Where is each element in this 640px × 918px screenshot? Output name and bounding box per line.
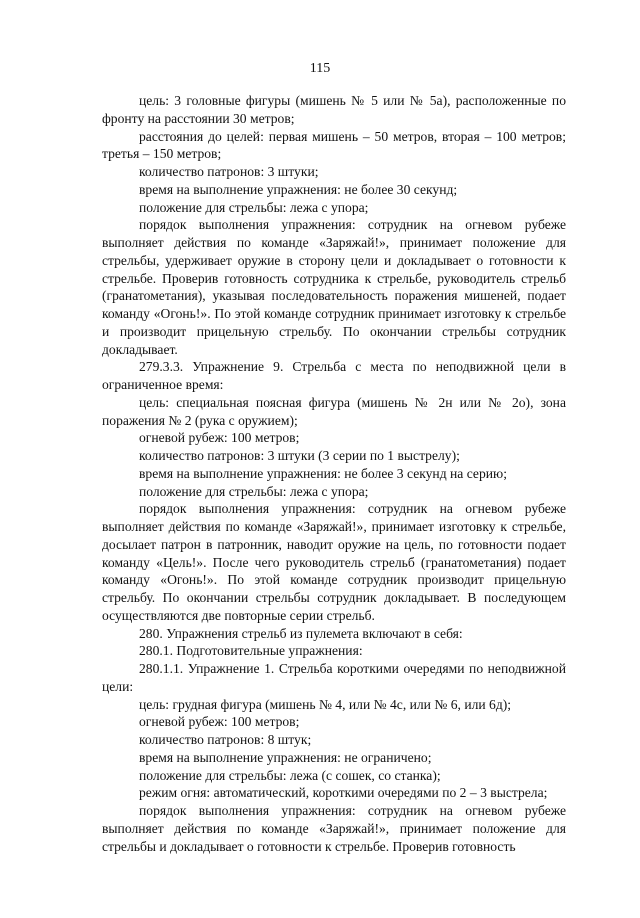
paragraph: положение для стрельбы: лежа с упора; [139,199,369,215]
paragraph: количество патронов: 3 штуки; [139,164,319,179]
section-heading: 280.1.1. Упражнение 1. Стрельба короткими очередями по неподвижной цели: [102,661,566,694]
paragraph: количество патронов: 3 штуки (3 серии по 1 выстрелу); [139,448,460,463]
page-number: 115 [309,61,331,76]
paragraph: время на выполнение упражнения: не более 30 секунд; [139,181,458,197]
paragraph: огневой рубеж: 100 метров; [139,430,300,446]
paragraph: цель: грудная фигура (мишень № 4, или № 4с, или № 6, или 6д); [139,696,512,712]
paragraph: огневой рубеж: 100 метров; [139,714,300,730]
paragraph: порядок выполнения упражнения: сотрудник на огневом рубеже выполняет действия по команде «Заряжай!», принимает положение для стрельбы и докладывает о готовности к стрельбе. Проверив готовность [102,803,566,854]
paragraph: количество патронов: 8 штук; [139,732,312,747]
paragraph: режим огня: автоматический, короткими очередями по 2 – 3 выстрела; [139,785,548,801]
paragraph: расстояния до целей: первая мишень – 50 метров, вторая – 100 метров; третья – 150 метров; [102,128,566,162]
section-heading: 279.3.3. Упражнение 9. Стрельба с места по неподвижной цели в ограниченное время: [102,359,566,392]
section-heading: 280. Упражнения стрельб из пулемета включают в себя: [139,625,463,641]
paragraph: цель: специальная поясная фигура (мишень № 2н или № 2о), зона поражения № 2 (рука с оружием); [102,394,566,428]
paragraph: порядок выполнения упражнения: сотрудник на огневом рубеже выполняет действия по команде «Заряжай!», принимает положение для стрельбы, удерживает оружие в сторону цели и докладывает о готовности к стрельбе. Проверив готовность сотрудника к стрельбе, руководитель стрельб (гранатометания), указывая последовательность поражения мишеней, подает команду «Огонь!». По этой команде сотрудник принимает изготовку к стрельбе и производит прицельную стрельбу. По окончании стрельбы сотрудник докладывает. [102,217,566,357]
section-heading: 280.1. Подготовительные упражнения: [139,643,363,659]
paragraph: время на выполнение упражнения: не ограничено; [139,749,432,765]
paragraph: положение для стрельбы: лежа (с сошек, со станка); [139,767,441,783]
paragraph: цель: 3 головные фигуры (мишень № 5 или № 5а), расположенные по фронту на расстоянии 30 метров; [102,93,566,126]
paragraph: положение для стрельбы: лежа с упора; [139,483,369,499]
paragraph: порядок выполнения упражнения: сотрудник на огневом рубеже выполняет действия по команде «Заряжай!», принимает изготовку к стрельбе, досылает патрон в патронник, наводит оружие на цель, по готовности подает команду «Цель!». После чего руководитель стрельб (гранатометания) подает команду «Огонь!». По этой команде сотрудник производит прицельную стрельбу. По окончании стрельбы сотрудник докладывает. В последующем осуществляются две повторные серии стрельб. [102,501,566,623]
paragraph: время на выполнение упражнения: не более 3 секунд на серию; [139,465,507,481]
document-body [102,92,566,855]
